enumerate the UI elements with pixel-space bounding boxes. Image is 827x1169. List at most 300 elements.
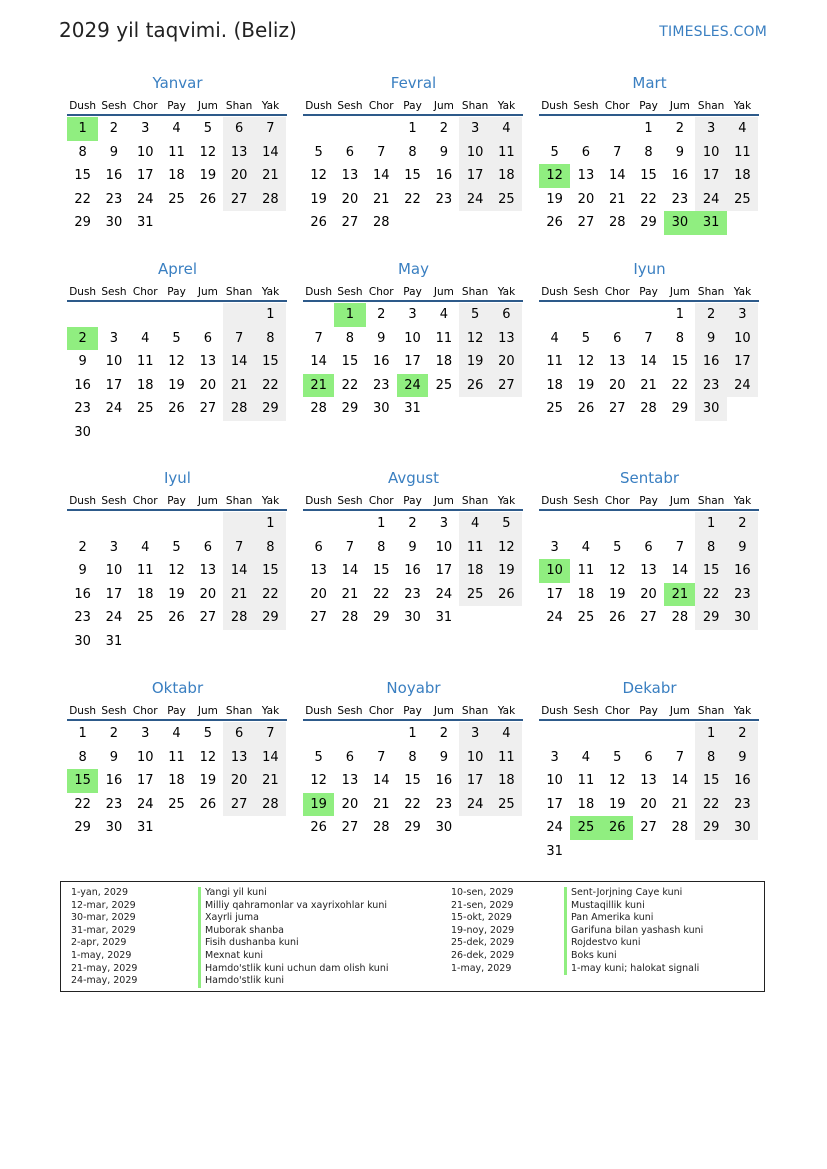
day-cell: 19 (199, 168, 217, 184)
weekday-label: Yak (497, 495, 516, 507)
day-cell: 6 (644, 749, 653, 765)
day-cell: 18 (546, 377, 563, 393)
holiday-date: 25-dek, 2029 (451, 937, 515, 949)
day-cell: 10 (459, 141, 490, 165)
day-cell: 22 (341, 377, 359, 393)
day-cell: 16 (404, 563, 421, 579)
weekday-label: Yak (497, 705, 516, 717)
day-cell: 8 (675, 330, 684, 346)
weekday-label: Chor (604, 100, 630, 112)
weekday-label: Jum (197, 705, 218, 717)
day-cell: 21 (255, 164, 286, 188)
day-cell: 3 (141, 726, 150, 741)
day-cell: 1 (255, 512, 286, 536)
day-cell: 6 (223, 722, 254, 746)
weekday-label: Chor (368, 286, 394, 298)
day-cell: 18 (577, 586, 595, 602)
holiday-day-cell: 1 (334, 303, 365, 327)
holiday-day-cell: 25 (570, 816, 601, 840)
day-cell: 20 (577, 191, 595, 207)
day-cell: 12 (199, 749, 217, 765)
day-cell: 23 (404, 586, 421, 602)
day-cell: 4 (581, 749, 591, 765)
day-cell: 12 (168, 563, 185, 579)
day-cell: 27 (310, 610, 327, 626)
holiday-date: 15-okt, 2029 (451, 912, 512, 924)
day-cell: 9 (109, 749, 119, 765)
day-cell: 23 (105, 796, 123, 812)
empty-cell (539, 722, 570, 746)
weekday-label: Pay (639, 286, 658, 298)
day-cell: 23 (695, 374, 726, 398)
day-cell: 19 (546, 191, 563, 207)
day-cell: 30 (74, 424, 91, 440)
day-cell: 27 (577, 215, 595, 231)
day-grid (539, 512, 759, 630)
day-cell: 28 (310, 401, 327, 417)
holiday-day-cell: 19 (303, 793, 334, 817)
holiday-date: 31-mar, 2029 (71, 924, 136, 936)
weekday-label: Dush (305, 495, 333, 507)
day-cell: 2 (727, 722, 758, 746)
holiday-dates-left (71, 887, 137, 988)
day-cell: 29 (671, 401, 689, 417)
day-cell: 27 (223, 188, 254, 212)
day-cell: 12 (608, 773, 626, 789)
day-cell: 5 (314, 749, 323, 765)
day-cell: 3 (695, 117, 726, 141)
day-cell: 19 (310, 191, 327, 207)
day-cell: 22 (695, 793, 726, 817)
holiday-day-cell: 10 (539, 559, 570, 583)
day-cell: 21 (640, 377, 657, 393)
empty-cell (664, 722, 695, 746)
day-cell: 23 (435, 796, 453, 812)
day-cell: 26 (459, 374, 490, 398)
day-cell: 30 (404, 610, 421, 626)
empty-cell (161, 512, 192, 536)
empty-cell (98, 512, 129, 536)
day-cell: 14 (671, 563, 689, 579)
day-cell: 11 (136, 563, 154, 579)
day-cell: 7 (377, 144, 386, 160)
empty-cell (539, 117, 570, 141)
day-cell: 12 (608, 563, 626, 579)
day-cell: 9 (727, 746, 758, 770)
day-cell: 21 (372, 191, 390, 207)
day-cell: 20 (608, 377, 626, 393)
day-cell: 13 (341, 168, 359, 184)
empty-cell (67, 512, 98, 536)
day-cell: 20 (223, 769, 254, 793)
day-cell: 25 (435, 377, 453, 393)
day-cell: 23 (74, 610, 91, 626)
day-cell: 26 (310, 215, 327, 231)
day-cell: 1 (695, 512, 726, 536)
day-cell: 17 (727, 350, 758, 374)
weekday-label: Sesh (101, 286, 127, 298)
weekday-label: Yak (733, 286, 752, 298)
day-cell: 6 (491, 303, 522, 327)
day-cell: 28 (223, 606, 254, 630)
day-cell: 24 (136, 191, 154, 207)
day-cell: 29 (74, 820, 91, 836)
weekday-label: Pay (403, 495, 422, 507)
day-cell: 24 (695, 188, 726, 212)
day-cell: 10 (105, 354, 123, 370)
day-cell: 19 (608, 586, 626, 602)
day-cell: 4 (459, 512, 490, 536)
day-cell: 24 (459, 188, 490, 212)
weekday-label: Pay (639, 705, 658, 717)
day-cell: 21 (223, 374, 254, 398)
day-cell: 17 (546, 796, 563, 812)
month-name: Aprel (157, 260, 198, 278)
day-cell: 31 (546, 843, 563, 859)
day-cell: 20 (199, 377, 217, 393)
day-cell: 25 (491, 793, 522, 817)
empty-cell (539, 303, 570, 327)
day-cell: 3 (408, 307, 417, 322)
day-cell: 13 (608, 354, 626, 370)
holiday-name: Garifuna bilan yashash kuni (564, 925, 703, 938)
weekday-label: Yak (733, 705, 752, 717)
holiday-date: 21-may, 2029 (71, 962, 138, 974)
holiday-day-cell: 12 (539, 164, 570, 188)
day-cell: 21 (372, 796, 390, 812)
day-cell: 16 (671, 168, 689, 184)
month-may (303, 259, 523, 421)
month-fevral (303, 73, 523, 235)
day-cell: 7 (255, 117, 286, 141)
weekday-label: Jum (433, 100, 454, 112)
weekday-label: Shan (461, 495, 489, 507)
day-cell: 4 (727, 117, 758, 141)
day-cell: 28 (671, 820, 689, 836)
day-grid (539, 117, 759, 235)
holiday-date: 30-mar, 2029 (71, 912, 136, 924)
month-name: Mart (632, 74, 667, 92)
day-cell: 3 (727, 303, 758, 327)
weekday-label: Pay (167, 495, 186, 507)
day-cell: 9 (109, 144, 119, 160)
weekday-label: Sesh (337, 100, 363, 112)
day-cell: 12 (168, 354, 185, 370)
day-cell: 27 (640, 820, 657, 836)
day-cell: 14 (223, 559, 254, 583)
day-cell: 22 (671, 377, 689, 393)
day-cell: 8 (78, 749, 87, 765)
month-name: Sentabr (619, 469, 680, 487)
holiday-date: 24-may, 2029 (71, 975, 138, 987)
weekday-label: Sesh (573, 286, 599, 298)
holiday-names-left (198, 887, 388, 988)
day-cell: 15 (404, 168, 421, 184)
weekday-label: Chor (132, 705, 158, 717)
day-cell: 29 (640, 215, 657, 231)
day-cell: 14 (255, 141, 286, 165)
day-cell: 10 (404, 330, 421, 346)
month-name: Avgust (388, 469, 439, 487)
day-cell: 17 (404, 354, 421, 370)
day-cell: 9 (78, 354, 87, 370)
holiday-name: Xayrli juma (198, 912, 388, 925)
weekday-label: Sesh (101, 705, 127, 717)
day-cell: 15 (671, 354, 689, 370)
day-cell: 2 (439, 121, 448, 136)
day-cell: 8 (255, 327, 286, 351)
empty-cell (223, 303, 254, 327)
day-cell: 6 (613, 330, 622, 346)
day-cell: 12 (491, 536, 522, 560)
day-cell: 11 (577, 563, 595, 579)
day-cell: 26 (546, 215, 563, 231)
day-cell: 2 (377, 307, 386, 322)
day-cell: 14 (310, 354, 327, 370)
day-cell: 25 (168, 796, 185, 812)
day-cell: 26 (310, 820, 327, 836)
month-iyul (67, 468, 287, 654)
holiday-name: Fisih dushanba kuni (198, 937, 388, 950)
month-name: Yanvar (152, 74, 203, 92)
weekday-label: Pay (639, 495, 658, 507)
weekday-label: Pay (639, 100, 658, 112)
day-cell: 17 (459, 164, 490, 188)
day-cell: 2 (78, 539, 87, 555)
day-cell: 22 (695, 583, 726, 607)
day-cell: 17 (435, 563, 453, 579)
day-cell: 9 (727, 536, 758, 560)
day-cell: 6 (203, 330, 212, 346)
day-grid (67, 303, 287, 445)
day-cell: 19 (168, 377, 185, 393)
day-cell: 2 (408, 516, 417, 531)
holiday-name: Yangi yil kuni (198, 887, 388, 900)
holiday-name: Mexnat kuni (198, 950, 388, 963)
empty-cell (633, 512, 664, 536)
day-cell: 15 (372, 563, 390, 579)
day-cell: 6 (644, 539, 653, 555)
site-link[interactable]: TIMESLES.COM (659, 24, 767, 40)
day-cell: 4 (550, 330, 559, 346)
month-name: Iyun (633, 260, 666, 278)
day-cell: 22 (372, 586, 390, 602)
day-cell: 8 (695, 536, 726, 560)
month-name: Oktabr (151, 679, 204, 697)
empty-cell (570, 722, 601, 746)
day-cell: 19 (168, 586, 185, 602)
weekday-label: Dush (541, 100, 569, 112)
day-cell: 16 (727, 559, 758, 583)
day-cell: 18 (491, 164, 522, 188)
day-cell: 28 (341, 610, 359, 626)
day-cell: 20 (341, 796, 359, 812)
day-cell: 29 (695, 606, 726, 630)
weekday-label: Chor (132, 100, 158, 112)
day-cell: 18 (435, 354, 453, 370)
weekday-label: Dush (69, 495, 97, 507)
day-cell: 9 (695, 327, 726, 351)
holiday-name: Pan Amerika kuni (564, 912, 703, 925)
day-cell: 1 (644, 121, 653, 136)
day-cell: 4 (141, 330, 150, 346)
day-cell: 5 (581, 330, 591, 346)
weekday-label: Shan (697, 286, 725, 298)
day-cell: 2 (727, 512, 758, 536)
empty-cell (366, 117, 397, 141)
day-cell: 5 (172, 539, 181, 555)
empty-cell (602, 117, 633, 141)
day-cell: 16 (695, 350, 726, 374)
month-iyun (539, 259, 759, 421)
day-cell: 8 (695, 746, 726, 770)
day-cell: 31 (435, 610, 453, 626)
empty-cell (633, 303, 664, 327)
day-cell: 21 (223, 583, 254, 607)
holiday-date: 12-mar, 2029 (71, 899, 136, 911)
day-cell: 7 (223, 327, 254, 351)
day-cell: 21 (341, 586, 359, 602)
day-cell: 15 (640, 168, 657, 184)
day-cell: 11 (459, 536, 490, 560)
day-cell: 25 (577, 610, 595, 626)
weekday-label: Chor (604, 705, 630, 717)
day-cell: 13 (223, 141, 254, 165)
weekday-label: Yak (261, 705, 280, 717)
empty-cell (130, 303, 161, 327)
day-cell: 5 (203, 121, 212, 136)
day-cell: 28 (372, 820, 390, 836)
day-cell: 11 (577, 773, 595, 789)
weekday-label: Jum (197, 286, 218, 298)
day-cell: 19 (199, 773, 217, 789)
day-cell: 23 (727, 583, 758, 607)
day-cell: 5 (613, 539, 622, 555)
weekday-label: Shan (697, 705, 725, 717)
day-cell: 30 (695, 397, 726, 421)
day-cell: 5 (172, 330, 181, 346)
day-cell: 29 (695, 816, 726, 840)
day-grid (67, 722, 287, 840)
empty-cell (192, 512, 223, 536)
day-cell: 3 (109, 330, 119, 346)
day-cell: 14 (608, 168, 626, 184)
day-cell: 8 (377, 539, 386, 555)
holiday-day-cell: 1 (67, 117, 98, 141)
holiday-date: 19-noy, 2029 (451, 924, 515, 936)
day-cell: 17 (136, 773, 154, 789)
weekday-label: Jum (669, 100, 690, 112)
empty-cell (366, 722, 397, 746)
day-cell: 10 (435, 539, 453, 555)
day-cell: 23 (372, 377, 390, 393)
day-cell: 29 (404, 820, 421, 836)
weekday-label: Chor (368, 100, 394, 112)
day-cell: 1 (255, 303, 286, 327)
day-cell: 5 (459, 303, 490, 327)
weekday-label: Jum (669, 286, 690, 298)
day-cell: 30 (74, 633, 91, 649)
day-cell: 7 (613, 144, 622, 160)
day-cell: 9 (675, 144, 684, 160)
empty-cell (602, 303, 633, 327)
empty-cell (334, 512, 365, 536)
day-cell: 12 (310, 773, 327, 789)
day-cell: 30 (105, 820, 123, 836)
holiday-name: Rojdestvo kuni (564, 937, 703, 950)
day-cell: 22 (640, 191, 657, 207)
day-cell: 24 (435, 586, 453, 602)
day-cell: 31 (404, 401, 421, 417)
day-cell: 28 (640, 401, 657, 417)
day-cell: 3 (550, 539, 559, 555)
empty-cell (223, 512, 254, 536)
day-cell: 15 (695, 559, 726, 583)
day-cell: 15 (404, 773, 421, 789)
weekday-label: Dush (541, 495, 569, 507)
day-cell: 13 (491, 327, 522, 351)
day-cell: 16 (105, 773, 123, 789)
day-cell: 20 (640, 796, 657, 812)
weekday-label: Dush (69, 286, 97, 298)
day-cell: 27 (199, 610, 217, 626)
weekday-label: Jum (669, 495, 690, 507)
day-cell: 1 (408, 121, 417, 136)
day-cell: 16 (372, 354, 390, 370)
month-name: Fevral (390, 74, 437, 92)
day-cell: 10 (105, 563, 123, 579)
weekday-label: Pay (167, 100, 186, 112)
weekday-label: Yak (733, 100, 752, 112)
day-cell: 28 (223, 397, 254, 421)
day-cell: 18 (727, 164, 758, 188)
day-cell: 6 (345, 144, 355, 160)
page-title: 2029 yil taqvimi. (Beliz) (59, 18, 297, 42)
day-cell: 22 (74, 796, 91, 812)
day-cell: 8 (644, 144, 653, 160)
day-cell: 20 (310, 586, 327, 602)
day-cell: 13 (577, 168, 595, 184)
day-cell: 14 (372, 168, 390, 184)
empty-cell (570, 117, 601, 141)
day-cell: 19 (491, 559, 522, 583)
day-cell: 28 (255, 793, 286, 817)
weekday-label: Jum (197, 495, 218, 507)
day-cell: 13 (199, 354, 217, 370)
weekday-label: Pay (167, 286, 186, 298)
day-cell: 2 (695, 303, 726, 327)
day-cell: 11 (136, 354, 154, 370)
holiday-day-cell: 26 (602, 816, 633, 840)
empty-cell (334, 117, 365, 141)
day-cell: 28 (671, 610, 689, 626)
day-cell: 24 (546, 610, 563, 626)
day-cell: 26 (577, 401, 595, 417)
day-cell: 9 (408, 539, 417, 555)
day-cell: 22 (404, 191, 421, 207)
day-cell: 16 (727, 769, 758, 793)
weekday-label: Dush (305, 100, 333, 112)
day-cell: 2 (109, 726, 119, 741)
day-cell: 13 (199, 563, 217, 579)
empty-cell (161, 303, 192, 327)
month-aprel (67, 259, 287, 445)
holiday-name: Hamdo'stlik kuni uchun dam olish kuni (198, 963, 388, 976)
day-cell: 25 (459, 583, 490, 607)
day-cell: 8 (78, 144, 87, 160)
day-cell: 15 (74, 168, 91, 184)
month-noyabr (303, 678, 523, 840)
